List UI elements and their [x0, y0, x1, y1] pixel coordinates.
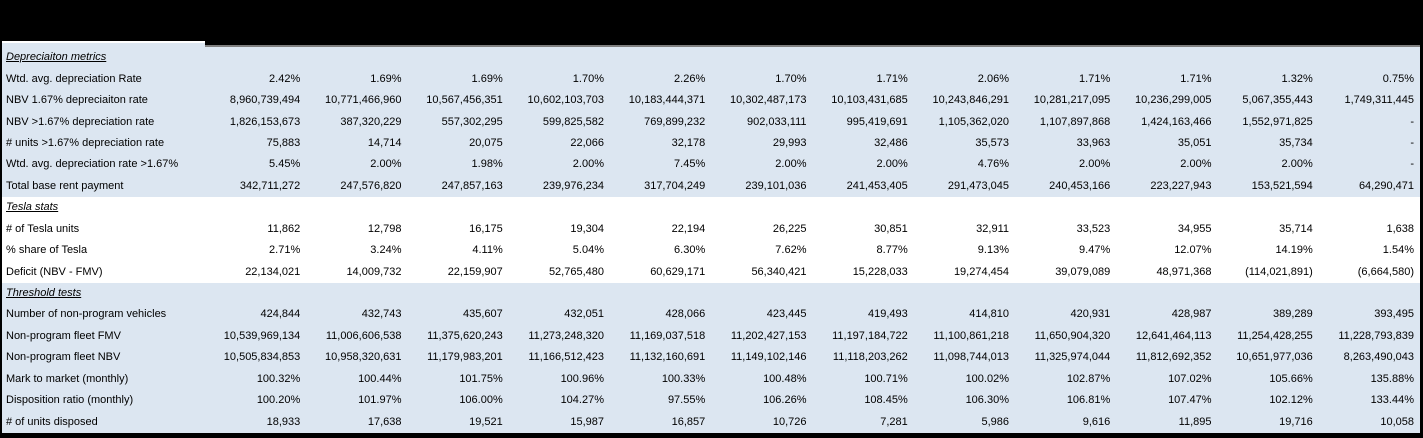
data-cell: 11,100,861,218: [933, 330, 1009, 342]
table-rows: [2, 47, 1420, 433]
data-cell: 16,175: [469, 223, 503, 235]
row-label: NBV 1.67% depreciaiton rate: [6, 95, 148, 107]
data-cell: 107.02%: [1168, 373, 1212, 385]
data-cell: 14,714: [367, 137, 402, 149]
data-cell: 7.45%: [674, 159, 706, 171]
data-cell: 19,716: [1279, 416, 1313, 428]
data-cell: 104.27%: [560, 395, 604, 407]
data-cell: 133.44%: [1370, 395, 1414, 407]
data-cell: 22,194: [671, 223, 706, 235]
data-cell: 291,473,045: [947, 180, 1009, 192]
data-cell: -: [1410, 116, 1414, 128]
data-cell: 1,107,897,868: [1039, 116, 1111, 128]
data-cell: 1,424,163,466: [1141, 116, 1212, 128]
data-cell: 247,576,820: [340, 180, 402, 192]
data-cell: 1.69%: [471, 73, 503, 85]
data-cell: 2.26%: [674, 73, 706, 85]
section-title: Depreciaiton metrics: [6, 52, 107, 64]
data-cell: 108.45%: [864, 395, 908, 407]
data-cell: 106.00%: [459, 395, 503, 407]
data-cell: 12,641,464,113: [1135, 330, 1212, 342]
data-cell: 19,274,454: [953, 266, 1009, 278]
data-cell: 5,986: [981, 416, 1009, 428]
table-row: [2, 240, 1420, 261]
data-cell: 1.32%: [1281, 73, 1313, 85]
data-cell: 10,602,103,703: [527, 95, 604, 107]
table-row: [2, 261, 1420, 282]
data-cell: 1.71%: [876, 73, 908, 85]
data-cell: 11,862: [267, 223, 301, 235]
data-cell: 100.33%: [661, 373, 706, 385]
data-cell: 9.47%: [1079, 245, 1111, 257]
data-cell: 393,495: [1374, 309, 1414, 321]
row-label: Non-program fleet NBV: [6, 352, 121, 364]
data-cell: 1,552,971,825: [1242, 116, 1313, 128]
data-cell: 902,033,111: [746, 116, 807, 128]
table-row: [2, 154, 1420, 175]
section-header-row: [2, 283, 1420, 304]
data-cell: 19,521: [469, 416, 503, 428]
table-row: [2, 90, 1420, 111]
table-row: [2, 369, 1420, 390]
data-cell: 20,075: [469, 137, 503, 149]
row-label: # of units disposed: [6, 416, 98, 428]
data-cell: 64,290,471: [1358, 180, 1414, 192]
data-cell: 10,243,846,291: [932, 95, 1009, 107]
data-cell: 424,844: [260, 309, 301, 321]
data-cell: 102.12%: [1269, 395, 1313, 407]
data-cell: 15,987: [570, 416, 604, 428]
section-title: Tesla stats: [6, 202, 59, 214]
data-cell: 22,159,907: [447, 266, 503, 278]
data-cell: 12,798: [367, 223, 402, 235]
data-cell: 8,263,490,043: [1343, 352, 1414, 364]
data-cell: 18,933: [266, 416, 301, 428]
data-cell: 106.30%: [965, 395, 1009, 407]
data-cell: 8.77%: [876, 245, 908, 257]
section-header-row: [2, 197, 1420, 218]
data-cell: 10,281,217,095: [1033, 95, 1111, 107]
data-cell: 2.06%: [977, 73, 1009, 85]
data-cell: 11,166,512,423: [528, 352, 604, 364]
data-cell: 26,225: [772, 223, 807, 235]
data-cell: 11,228,793,839: [1338, 330, 1414, 342]
data-cell: 10,651,977,036: [1236, 352, 1313, 364]
data-cell: 100.20%: [256, 395, 301, 407]
data-cell: 0.75%: [1382, 73, 1414, 85]
data-cell: 223,227,943: [1150, 180, 1212, 192]
data-cell: 10,103,431,685: [831, 95, 908, 107]
data-cell: 11,273,248,320: [528, 330, 604, 342]
data-cell: 4.76%: [977, 159, 1009, 171]
data-cell: 342,711,272: [239, 180, 301, 192]
data-cell: 56,340,421: [751, 266, 807, 278]
data-cell: 3.24%: [370, 245, 402, 257]
data-cell: 11,098,744,013: [933, 352, 1009, 364]
table-body: [0, 41, 1423, 438]
data-cell: 60,629,171: [650, 266, 706, 278]
data-cell: 435,607: [462, 309, 503, 321]
data-cell: 14,009,732: [346, 266, 402, 278]
data-cell: 153,521,594: [1251, 180, 1313, 192]
data-cell: 1,105,362,020: [938, 116, 1009, 128]
data-cell: 1.71%: [1180, 73, 1212, 85]
data-cell: 34,955: [1177, 223, 1212, 235]
data-cell: 1,826,153,673: [229, 116, 301, 128]
data-cell: 1.71%: [1079, 73, 1111, 85]
data-cell: 22,134,021: [245, 266, 301, 278]
data-cell: 35,573: [975, 137, 1009, 149]
data-cell: 11,812,692,352: [1135, 352, 1212, 364]
data-cell: 32,911: [976, 223, 1009, 235]
data-cell: 11,197,184,722: [832, 330, 908, 342]
row-label: Number of non-program vehicles: [6, 309, 167, 321]
data-cell: 2.00%: [370, 159, 402, 171]
row-label: # of Tesla units: [6, 223, 80, 235]
data-cell: 10,302,487,173: [730, 95, 807, 107]
data-cell: -: [1410, 159, 1414, 171]
data-cell: 1.69%: [370, 73, 402, 85]
data-cell: 5.45%: [269, 159, 301, 171]
data-cell: 100.48%: [763, 373, 807, 385]
data-cell: 17,638: [367, 416, 402, 428]
table-row: [2, 390, 1420, 411]
table-row: [2, 326, 1420, 347]
data-cell: 101.75%: [459, 373, 503, 385]
data-cell: 6.30%: [674, 245, 706, 257]
data-cell: 10,539,969,134: [223, 330, 301, 342]
row-label: Non-program fleet FMV: [6, 330, 121, 342]
data-cell: 100.44%: [358, 373, 402, 385]
data-cell: 102.87%: [1066, 373, 1111, 385]
data-cell: 414,810: [969, 309, 1009, 321]
data-cell: 11,179,983,201: [427, 352, 503, 364]
data-cell: 423,445: [766, 309, 807, 321]
data-cell: 432,051: [564, 309, 604, 321]
table-row: [2, 133, 1420, 154]
row-label: Wtd. avg. depreciation rate >1.67%: [6, 159, 179, 171]
data-cell: 2.00%: [1180, 159, 1212, 171]
data-cell: 106.26%: [763, 395, 807, 407]
data-cell: -: [1410, 137, 1414, 149]
data-cell: 557,302,295: [441, 116, 503, 128]
data-cell: 10,567,456,351: [426, 95, 503, 107]
data-cell: 100.32%: [256, 373, 301, 385]
data-cell: 9.13%: [977, 245, 1009, 257]
data-cell: 995,419,691: [846, 116, 908, 128]
data-cell: 2.71%: [269, 245, 301, 257]
data-cell: 35,714: [1279, 223, 1313, 235]
data-cell: 106.81%: [1066, 395, 1111, 407]
data-cell: 30,851: [874, 223, 908, 235]
data-cell: 420,931: [1070, 309, 1111, 321]
section-header-row: [2, 47, 1420, 68]
data-cell: 317,704,249: [644, 180, 706, 192]
data-cell: 105.66%: [1269, 373, 1313, 385]
data-cell: 4.11%: [472, 245, 503, 257]
data-cell: (6,664,580): [1357, 266, 1414, 278]
data-cell: 2.00%: [876, 159, 908, 171]
data-cell: 29,993: [772, 137, 807, 149]
data-cell: 100.02%: [965, 373, 1009, 385]
data-cell: 239,976,234: [542, 180, 604, 192]
data-cell: 241,453,405: [846, 180, 908, 192]
table-row: [2, 411, 1420, 432]
data-cell: 2.42%: [269, 73, 301, 85]
data-cell: 11,006,606,538: [325, 330, 402, 342]
data-cell: 239,101,036: [745, 180, 807, 192]
data-cell: 10,236,299,005: [1135, 95, 1212, 107]
data-cell: 1.70%: [572, 73, 604, 85]
table-row: [2, 347, 1420, 368]
data-cell: 107.47%: [1168, 395, 1212, 407]
data-cell: 15,228,033: [852, 266, 908, 278]
table-row: [2, 304, 1420, 325]
data-cell: 1.70%: [775, 73, 807, 85]
table-row: [2, 68, 1420, 89]
data-cell: 769,899,232: [644, 116, 706, 128]
table-row: [2, 111, 1420, 132]
data-cell: 1.98%: [471, 159, 503, 171]
data-cell: 9,616: [1082, 416, 1111, 428]
data-cell: 7.62%: [775, 245, 807, 257]
row-label: # units >1.67% depreciation rate: [6, 137, 165, 149]
data-cell: 22,066: [570, 137, 604, 149]
data-cell: 10,183,444,371: [628, 95, 706, 107]
row-label: Wtd. avg. depreciation Rate: [6, 73, 142, 85]
data-cell: 32,486: [874, 137, 908, 149]
data-cell: 419,493: [867, 309, 908, 321]
data-cell: 10,958,320,631: [325, 352, 402, 364]
data-cell: 1.54%: [1382, 245, 1414, 257]
data-cell: 12.07%: [1174, 245, 1212, 257]
data-cell: 16,857: [671, 416, 706, 428]
data-cell: 100.71%: [864, 373, 908, 385]
data-cell: 11,132,160,691: [629, 352, 706, 364]
data-cell: 14.19%: [1275, 245, 1313, 257]
data-cell: 2.00%: [1079, 159, 1111, 171]
data-cell: 35,051: [1177, 137, 1212, 149]
data-cell: 32,178: [671, 137, 706, 149]
data-cell: 35,734: [1279, 137, 1313, 149]
data-cell: 247,857,163: [441, 180, 503, 192]
data-cell: 428,066: [665, 309, 706, 321]
data-cell: 52,765,480: [548, 266, 604, 278]
row-label: Disposition ratio (monthly): [6, 395, 134, 407]
table-row: [2, 176, 1420, 197]
data-cell: 599,825,582: [542, 116, 604, 128]
data-cell: 10,771,466,960: [325, 95, 402, 107]
data-cell: 10,726: [772, 416, 807, 428]
section-title: Threshold tests: [6, 288, 82, 300]
data-cell: 432,743: [361, 309, 402, 321]
data-cell: 240,453,166: [1049, 180, 1111, 192]
row-label: NBV >1.67% depreciation rate: [6, 116, 155, 128]
data-cell: 7,281: [880, 416, 908, 428]
data-cell: 5,067,355,443: [1242, 95, 1313, 107]
data-cell: 389,289: [1272, 309, 1313, 321]
data-cell: 10,058: [1380, 416, 1414, 428]
row-label: Total base rent payment: [6, 180, 124, 192]
data-cell: 39,079,089: [1055, 266, 1111, 278]
data-cell: 8,960,739,494: [229, 95, 301, 107]
table-row: [2, 219, 1420, 240]
data-cell: 11,375,620,243: [427, 330, 503, 342]
data-cell: 11,118,203,262: [832, 352, 908, 364]
data-cell: 97.55%: [667, 395, 706, 407]
data-cell: 1,749,311,445: [1344, 95, 1414, 107]
data-cell: 2.00%: [572, 159, 604, 171]
data-cell: 10,505,834,853: [223, 352, 301, 364]
data-cell: 33,523: [1076, 223, 1111, 235]
data-cell: 11,202,427,153: [730, 330, 807, 342]
data-cell: 33,963: [1076, 137, 1111, 149]
data-cell: 387,320,229: [340, 116, 402, 128]
row-label: Deficit (NBV - FMV): [6, 266, 103, 278]
data-cell: 1,638: [1386, 223, 1414, 235]
top-black-band: [0, 0, 1423, 41]
data-cell: 75,883: [266, 137, 301, 149]
data-cell: 2.00%: [775, 159, 807, 171]
data-cell: (114,021,891): [1245, 266, 1313, 278]
data-cell: 101.97%: [358, 395, 402, 407]
data-cell: 428,987: [1171, 309, 1212, 321]
data-cell: 11,895: [1178, 416, 1212, 428]
data-cell: 5.04%: [572, 245, 604, 257]
row-label: Mark to market (monthly): [6, 373, 129, 385]
data-cell: 11,650,904,320: [1034, 330, 1111, 342]
row-label: % share of Tesla: [6, 245, 88, 257]
data-cell: 48,971,368: [1156, 266, 1212, 278]
data-cell: 11,325,974,044: [1034, 352, 1111, 364]
data-cell: 11,149,102,146: [730, 352, 807, 364]
data-cell: 2.00%: [1281, 159, 1313, 171]
data-cell: 11,169,037,518: [629, 330, 706, 342]
data-cell: 19,304: [570, 223, 604, 235]
data-cell: 11,254,428,255: [1237, 330, 1313, 342]
data-cell: 135.88%: [1370, 373, 1414, 385]
data-cell: 100.96%: [560, 373, 604, 385]
